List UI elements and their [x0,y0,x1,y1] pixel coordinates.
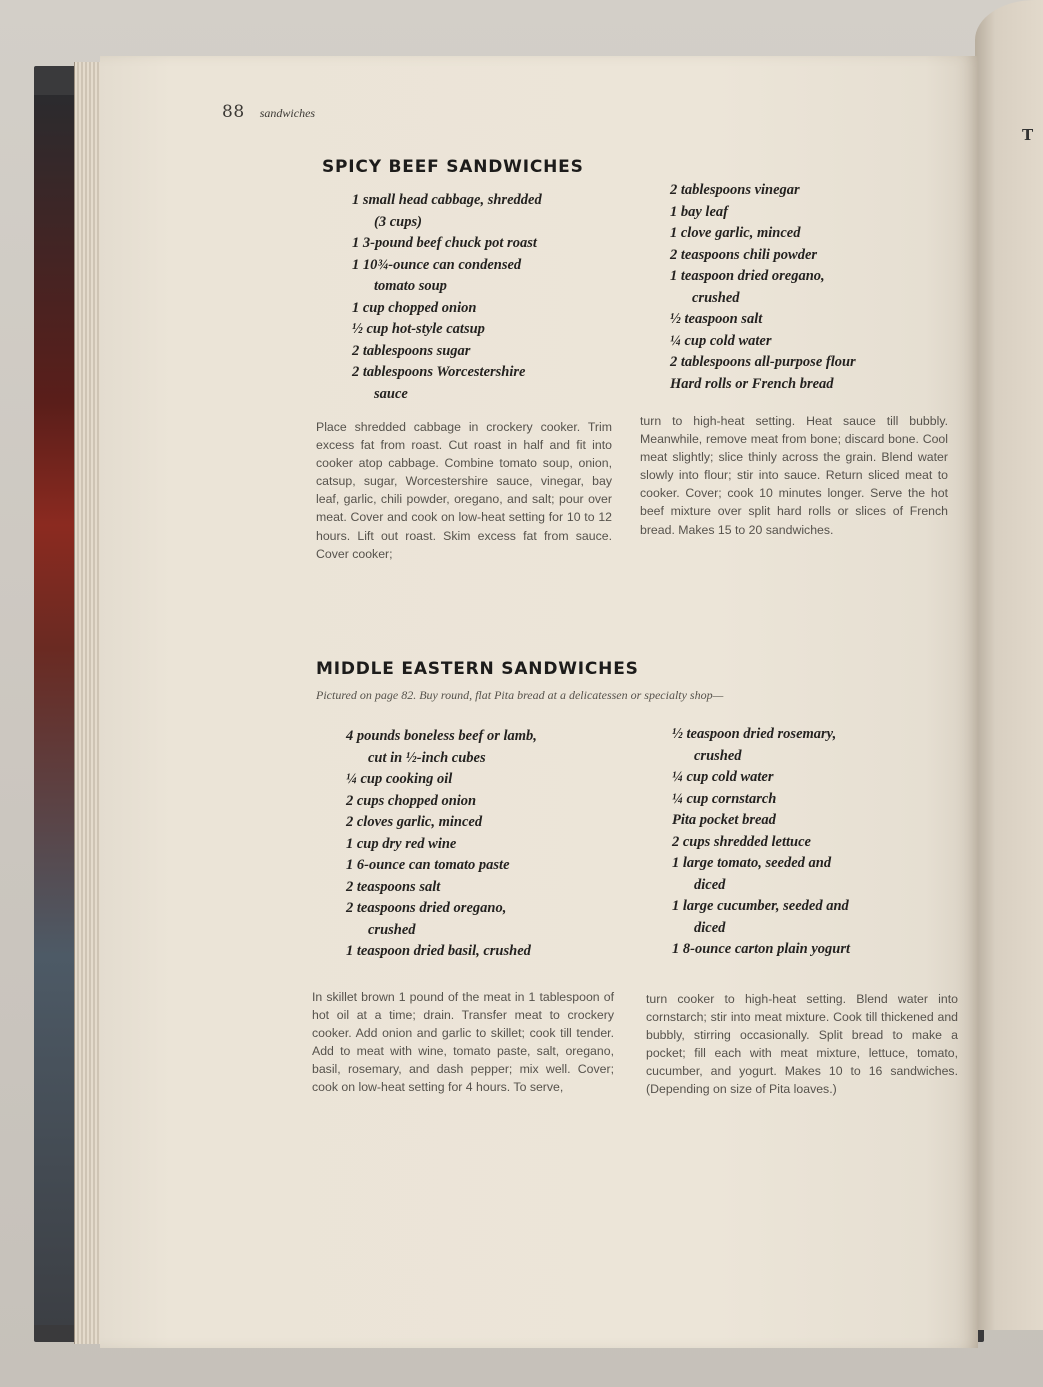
ingredient-line: 1 10¾-ounce can condensed [352,256,522,273]
ingredient-continuation: tomato soup [374,278,447,294]
directions-left-middle-eastern: In skillet brown 1 pound of the meat in 1 tablespoon of hot oil at a time; drain. Transfer meat to crockery cooker. Add onion and garlic to skillet; cook till tender. Add to meat with wine, tomato paste, salt, oregano, basil, rosemary, and dash pepper; mix well. Cover; cook on low-heat setting for 4 hours. To serve, [312,990,614,1095]
facing-page [975,0,1043,1330]
ingredient-continuation: crushed [692,289,740,306]
ingredient-line: 1 cup chopped onion [352,299,477,316]
ingredient-line: 2 tablespoons all-purpose flour [670,354,856,370]
page-header [222,102,315,122]
ingredient-continuation: crushed [368,921,416,938]
ingredient-line: 4 pounds boneless beef or lamb, [346,728,537,744]
cover-photo-strip [34,95,74,1325]
ingredients-right-middle-eastern [672,724,962,961]
ingredient-line: 2 cups chopped onion [346,792,477,809]
ingredients-left-spicy-beef [352,190,652,405]
ingredient-line: 1 large tomato, seeded and [672,855,832,871]
ingredient-line: 2 teaspoons salt [346,878,441,895]
ingredient-line: ½ teaspoon salt [670,311,763,327]
ingredient-line: 1 3-pound beef chuck pot roast [352,235,537,251]
ingredient-continuation: diced [694,876,726,893]
ingredient-line: 2 tablespoons vinegar [670,182,800,198]
ingredient-line: 2 teaspoons dried oregano, [346,900,507,916]
ingredient-continuation: cut in ½-inch cubes [368,749,486,766]
recipe-subtitle-middle-eastern: Pictured on page 82. Buy round, flat Pita bread at a delicatessen or specialty shop— [316,688,724,702]
ingredient-line: 2 tablespoons sugar [352,342,471,359]
ingredient-line: Pita pocket bread [672,812,776,828]
facing-page-letter: T [1022,126,1034,144]
recipe-title-spicy-beef: SPICY BEEF SANDWICHES [322,157,584,177]
ingredient-line: ½ teaspoon dried rosemary, [672,726,837,742]
recipe-title-middle-eastern: MIDDLE EASTERN SANDWICHES [316,659,639,679]
ingredient-line: 2 teaspoons chili powder [670,246,818,263]
ingredient-line: 1 teaspoon dried oregano, [670,268,825,284]
ingredient-line: 1 teaspoon dried basil, crushed [346,943,531,959]
ingredient-line: ½ cup hot-style catsup [352,321,485,337]
ingredients-right-spicy-beef [670,180,960,395]
ingredient-line: 1 large cucumber, seeded and [672,898,849,914]
ingredient-line: Hard rolls or French bread [670,375,834,392]
directions-right-spicy-beef: turn to high-heat setting. Heat sauce till bubbly. Meanwhile, remove meat from bone; discard bone. Cool meat slightly; slice thinly across the grain. Blend water slowly into flour; stir into sauce. Return sliced meat to cooker. Cover; cook 10 minutes longer. Serve the hot beef mixture over split hard rolls or slices of French bread. Makes 15 to 20 sandwiches. [640,414,948,537]
ingredient-line: ¼ cup cold water [670,332,772,349]
ingredient-line: ¼ cup cornstarch [672,790,777,807]
page-number: 88 [222,102,245,122]
ingredient-line: ¼ cup cooking oil [346,771,453,787]
ingredient-continuation: sauce [374,385,408,402]
directions-left-spicy-beef: Place shredded cabbage in crockery cooker. Trim excess fat from roast. Cut roast in half and fit into cooker atop cabbage. Combine tomato soup, onion, catsup, sugar, Worcestershire sauce, vinegar, bay leaf, garlic, chili powder, oregano, and salt; pour over meat. Cover and cook on low-heat setting for 10 to 12 hours. Lift out roast. Skim excess fat from sauce. Cover cooker; [316,420,612,561]
ingredient-line: 1 cup dry red wine [346,835,457,852]
ingredient-continuation: diced [694,919,726,936]
ingredient-continuation: (3 cups) [374,213,422,230]
ingredient-line: ¼ cup cold water [672,769,774,785]
ingredients-left-middle-eastern [346,726,646,963]
ingredient-line: 1 8-ounce carton plain yogurt [672,941,851,957]
ingredient-line: 1 6-ounce can tomato paste [346,857,510,873]
ingredient-line: 1 bay leaf [670,203,728,220]
ingredient-continuation: crushed [694,747,742,764]
ingredient-line: 2 tablespoons Worcestershire [352,364,526,380]
section-name: sandwiches [259,106,316,120]
ingredient-line: 2 cups shredded lettuce [672,833,811,850]
directions-right-middle-eastern: turn cooker to high-heat setting. Blend water into cornstarch; stir into meat mixture. Cook till thickened and bubbly, stirring occasionally. Split bread to make a pocket; fill each with meat mixture, lettuce, tomato, cucumber, and yogurt. Makes 10 to 16 sandwiches. (Depending on size of Pita loaves.) [646,992,958,1097]
ingredient-line: 1 clove garlic, minced [670,225,801,241]
ingredient-line: 2 cloves garlic, minced [346,814,483,830]
ingredient-line: 1 small head cabbage, shredded [352,192,542,208]
